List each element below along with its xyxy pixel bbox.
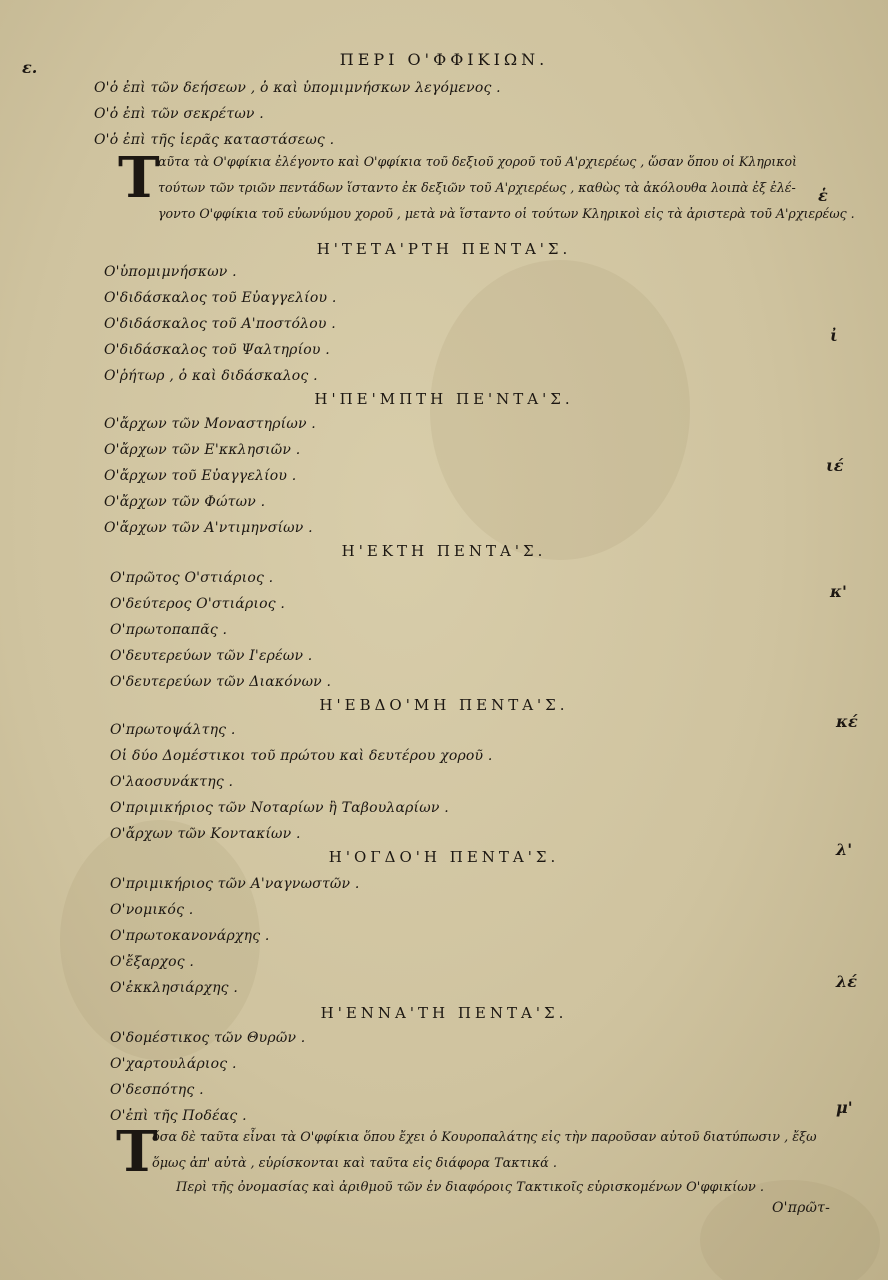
margin-mark: λέ (836, 972, 857, 991)
closing-line: Περὶ τῆς ὀνομασίας καὶ ἀριθμοῦ τῶν ἐν διαφόροις Τακτικοῖς εὑρισκομένων Ο'φφικίων . (176, 1180, 765, 1195)
paragraph-line: τούτων τῶν τριῶν πεντάδων ἵσταντο ἐκ δεξιῶν τοῦ Α'ρχιερέως , καθὼς τὰ ἀκόλουθα λοιπὰ ἐξ ἐλέ- (158, 180, 796, 195)
top-left-mark: ε. (22, 58, 38, 77)
list-item: Ο'ὑπομιμνήσκων . (104, 264, 237, 280)
paragraph-line: γοντο Ο'φφίκια τοῦ εὐωνύμου χοροῦ , μετὰ νὰ ἵσταντο οἱ τούτων Κληρικοὶ εἰς τὰ ἀριστερὰ τοῦ Α'ρχιερέως . (158, 206, 855, 221)
list-item: Ο'ῥήτωρ , ὁ καὶ διδάσκαλος . (104, 368, 318, 384)
section-heading: Η'ΕΚΤΗ ΠΕΝΤΑ'Σ. (341, 542, 547, 560)
margin-mark: μ' (836, 1098, 853, 1117)
paragraph-line: όσα δὲ ταῦτα εἶναι τὰ Ο'φφίκια ὅπου ἔχει ὁ Κουροπαλάτης εἰς τὴν παροῦσαν αὐτοῦ διατύπωσιν , ἔξω (152, 1130, 817, 1145)
list-item: Ο'χαρτουλάριος . (110, 1056, 237, 1072)
list-item: Ο'λαοσυνάκτης . (110, 774, 234, 790)
drop-cap: T (118, 145, 160, 211)
intro-line: Ο'ὁ ἐπὶ τῶν σεκρέτων . (94, 106, 264, 122)
list-item: Ο'ἔξαρχος . (110, 954, 195, 970)
list-item: Ο'διδάσκαλος τοῦ Α'ποστόλου . (104, 316, 336, 332)
list-item: Ο'νομικός . (110, 902, 194, 918)
list-item: Ο'ἄρχων τῶν Μοναστηρίων . (104, 416, 316, 432)
list-item: Ο'πρῶτος Ο'στιάριος . (110, 570, 274, 586)
list-item: Ο'πρωτοψάλτης . (110, 722, 236, 738)
paragraph-line: αῦτα τὰ Ο'φφίκια ἐλέγοντο καὶ Ο'φφίκια τοῦ δεξιοῦ χοροῦ τοῦ Α'ρχιερέως , ὥσαν ὅπου οἱ Κληρικοὶ (158, 154, 797, 169)
list-item: Ο'δεύτερος Ο'στιάριος . (110, 596, 286, 612)
list-item: Ο'δομέστικος τῶν Θυρῶν . (110, 1030, 306, 1046)
list-item: Ο'ἐπὶ τῆς Ποδέας . (110, 1108, 247, 1124)
section-heading: Η'ΠΕ'ΜΠΤΗ ΠΕ'ΝΤΑ'Σ. (314, 390, 574, 408)
page-title: ΠΕΡΙ Ο'ΦΦΙΚΙΩΝ. (339, 50, 549, 69)
margin-mark: κ' (830, 582, 847, 601)
list-item: Οἱ δύο Δομέστικοι τοῦ πρώτου καὶ δευτέρου χοροῦ . (110, 748, 493, 764)
list-item: Ο'δευτερεύων τῶν Ι'ερέων . (110, 648, 313, 664)
section-heading: Η'ΕΒΔΟ'ΜΗ ΠΕΝΤΑ'Σ. (319, 696, 569, 714)
list-item: Ο'ἄρχων τῶν Α'ντιμηνσίων . (104, 520, 313, 536)
margin-mark: κέ (836, 712, 858, 731)
list-item: Ο'ἄρχων τῶν Φώτων . (104, 494, 266, 510)
list-item: Ο'ἄρχων τῶν Κοντακίων . (110, 826, 301, 842)
list-item: Ο'διδάσκαλος τοῦ Εὐαγγελίου . (104, 290, 337, 306)
list-item: Ο'δευτερεύων τῶν Διακόνων . (110, 674, 332, 690)
list-item: Ο'πριμικήριος τῶν Α'ναγνωστῶν . (110, 876, 360, 892)
intro-line: Ο'ὁ ἐπὶ τῆς ἱερᾶς καταστάσεως . (94, 132, 335, 148)
list-item: Ο'ἄρχων τῶν Ε'κκλησιῶν . (104, 442, 301, 458)
list-item: Ο'πρωτοκανονάρχης . (110, 928, 270, 944)
intro-line: Ο'ὁ ἐπὶ τῶν δεήσεων , ὁ καὶ ὑπομιμνήσκων λεγόμενος . (94, 80, 501, 96)
paragraph-line: ὅμως ἀπ' αὐτὰ , εὑρίσκονται καὶ ταῦτα εἰς διάφορα Τακτικά . (152, 1156, 557, 1171)
list-item: Ο'πρωτοπαπᾶς . (110, 622, 228, 638)
section-heading: Η'ΕΝΝΑ'ΤΗ ΠΕΝΤΑ'Σ. (320, 1004, 568, 1022)
margin-mark: λ' (836, 840, 853, 859)
section-heading: Η'ΤΕΤΑ'ΡΤΗ ΠΕΝΤΑ'Σ. (316, 240, 572, 258)
section-heading: Η'ΟΓΔΟ'Η ΠΕΝΤΑ'Σ. (328, 848, 560, 866)
drop-cap: T (116, 1119, 158, 1185)
margin-mark: ἑ (818, 186, 828, 205)
list-item: Ο'δεσπότης . (110, 1082, 204, 1098)
list-item: Ο'πριμικήριος τῶν Νοταρίων ἢ Ταβουλαρίων . (110, 800, 449, 816)
margin-mark: ἰ (830, 326, 838, 345)
margin-mark: ιέ (826, 456, 844, 475)
list-item: Ο'ἐκκλησιάρχης . (110, 980, 239, 996)
list-item: Ο'ἄρχων τοῦ Εὐαγγελίου . (104, 468, 297, 484)
list-item: Ο'διδάσκαλος τοῦ Ψαλτηρίου . (104, 342, 330, 358)
catchword: Ο'πρῶτ- (772, 1200, 831, 1216)
